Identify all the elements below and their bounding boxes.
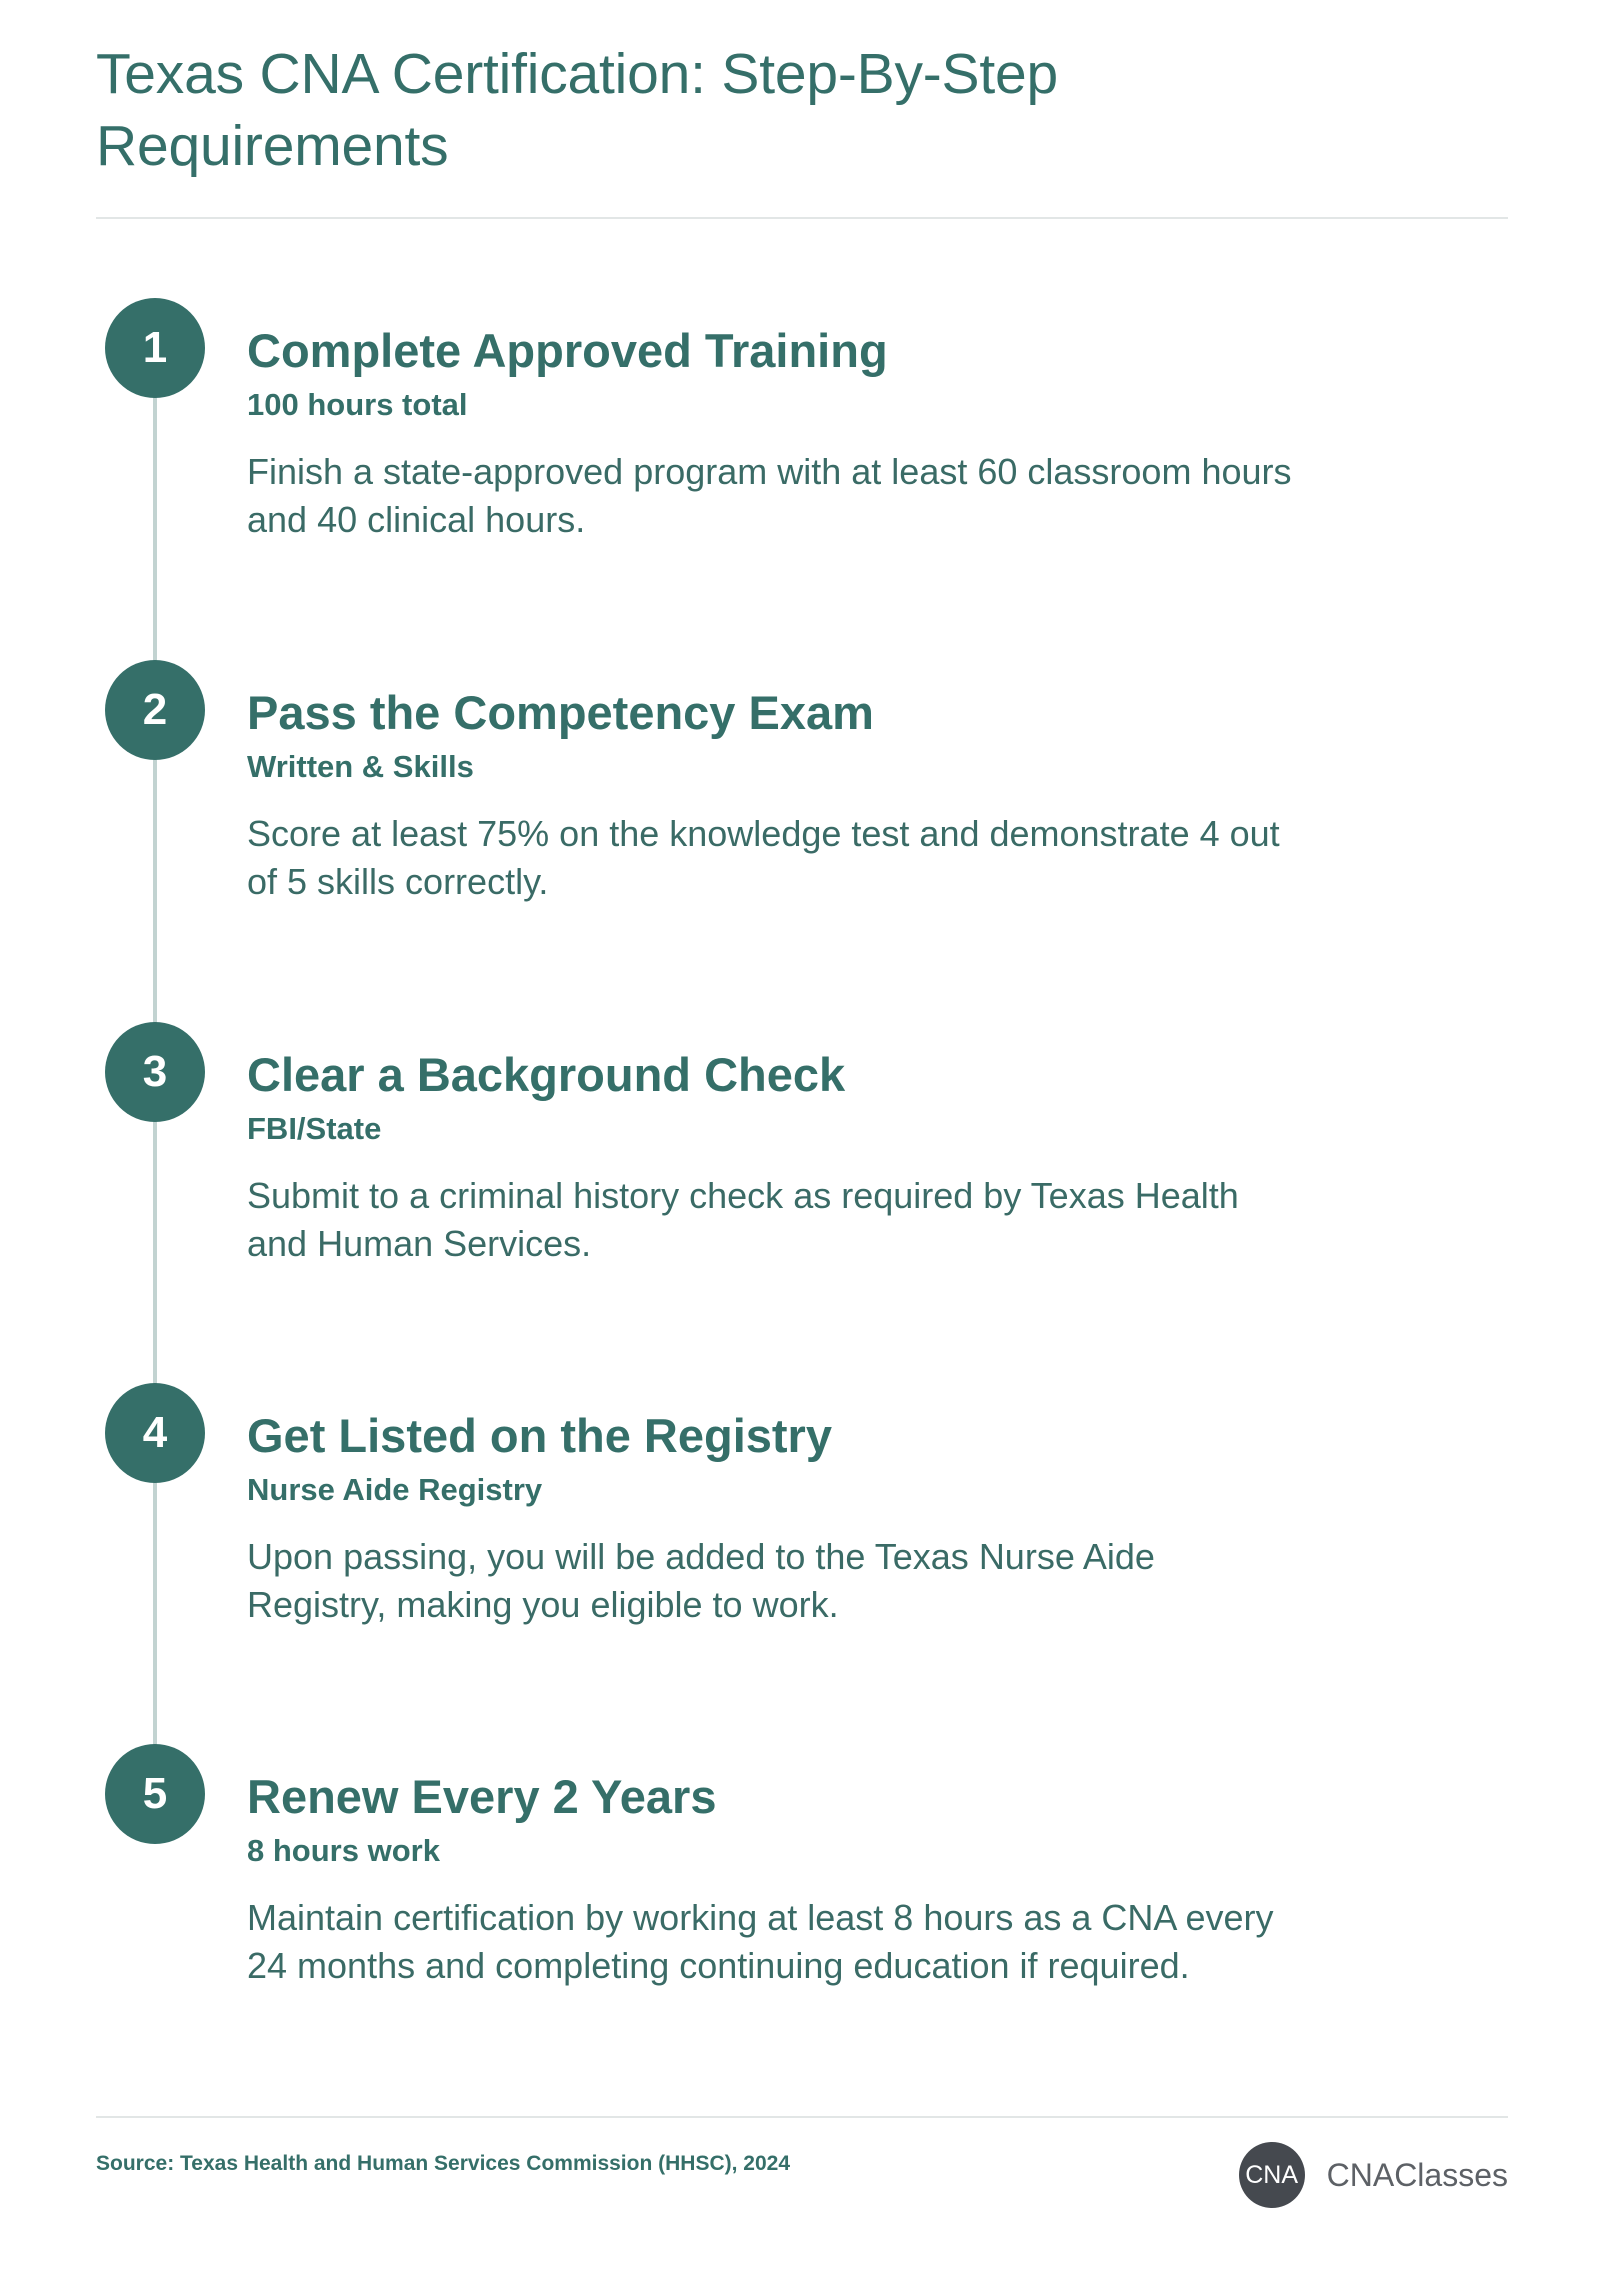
step-subtitle: 100 hours total bbox=[247, 387, 468, 422]
step-number-badge: 4 bbox=[105, 1383, 205, 1483]
step-title: Clear a Background Check bbox=[247, 1048, 846, 1101]
step-subtitle: Written & Skills bbox=[247, 749, 474, 784]
step-title: Pass the Competency Exam bbox=[247, 686, 874, 739]
step-number-badge: 1 bbox=[105, 298, 205, 398]
brand-name: CNAClasses bbox=[1326, 2156, 1508, 2193]
step-description: Submit to a criminal history check as required by Texas Health and Human Services. bbox=[247, 1175, 1239, 1264]
step-description: Maintain certification by working at least 8 hours as a CNA every 24 months and completing continuing education if required. bbox=[247, 1897, 1274, 1986]
step-number-badge: 3 bbox=[105, 1022, 205, 1122]
step-subtitle: FBI/State bbox=[247, 1111, 382, 1146]
step-subtitle: Nurse Aide Registry bbox=[247, 1472, 543, 1507]
step-number-badge: 2 bbox=[105, 660, 205, 760]
header-divider bbox=[96, 217, 1508, 219]
footer-divider bbox=[96, 2116, 1508, 2118]
step-number-badge: 5 bbox=[105, 1744, 205, 1844]
step-title: Renew Every 2 Years bbox=[247, 1770, 717, 1823]
brand-badge-icon: CNA bbox=[1239, 2142, 1305, 2208]
step-title: Complete Approved Training bbox=[247, 324, 888, 377]
source-citation: Source: Texas Health and Human Services Commission (HHSC), 2024 bbox=[96, 2152, 791, 2175]
step-title: Get Listed on the Registry bbox=[247, 1409, 832, 1462]
step-description: Upon passing, you will be added to the Texas Nurse Aide Registry, making you eligible to work. bbox=[247, 1536, 1155, 1625]
brand-logo bbox=[1239, 2142, 1508, 2208]
step-description: Finish a state-approved program with at least 60 classroom hours and 40 clinical hours. bbox=[247, 451, 1292, 540]
step-subtitle: 8 hours work bbox=[247, 1833, 440, 1868]
step-description: Score at least 75% on the knowledge test and demonstrate 4 out of 5 skills correctly. bbox=[247, 813, 1280, 902]
page-title: Texas CNA Certification: Step-By-Step Requirements bbox=[96, 42, 1058, 178]
